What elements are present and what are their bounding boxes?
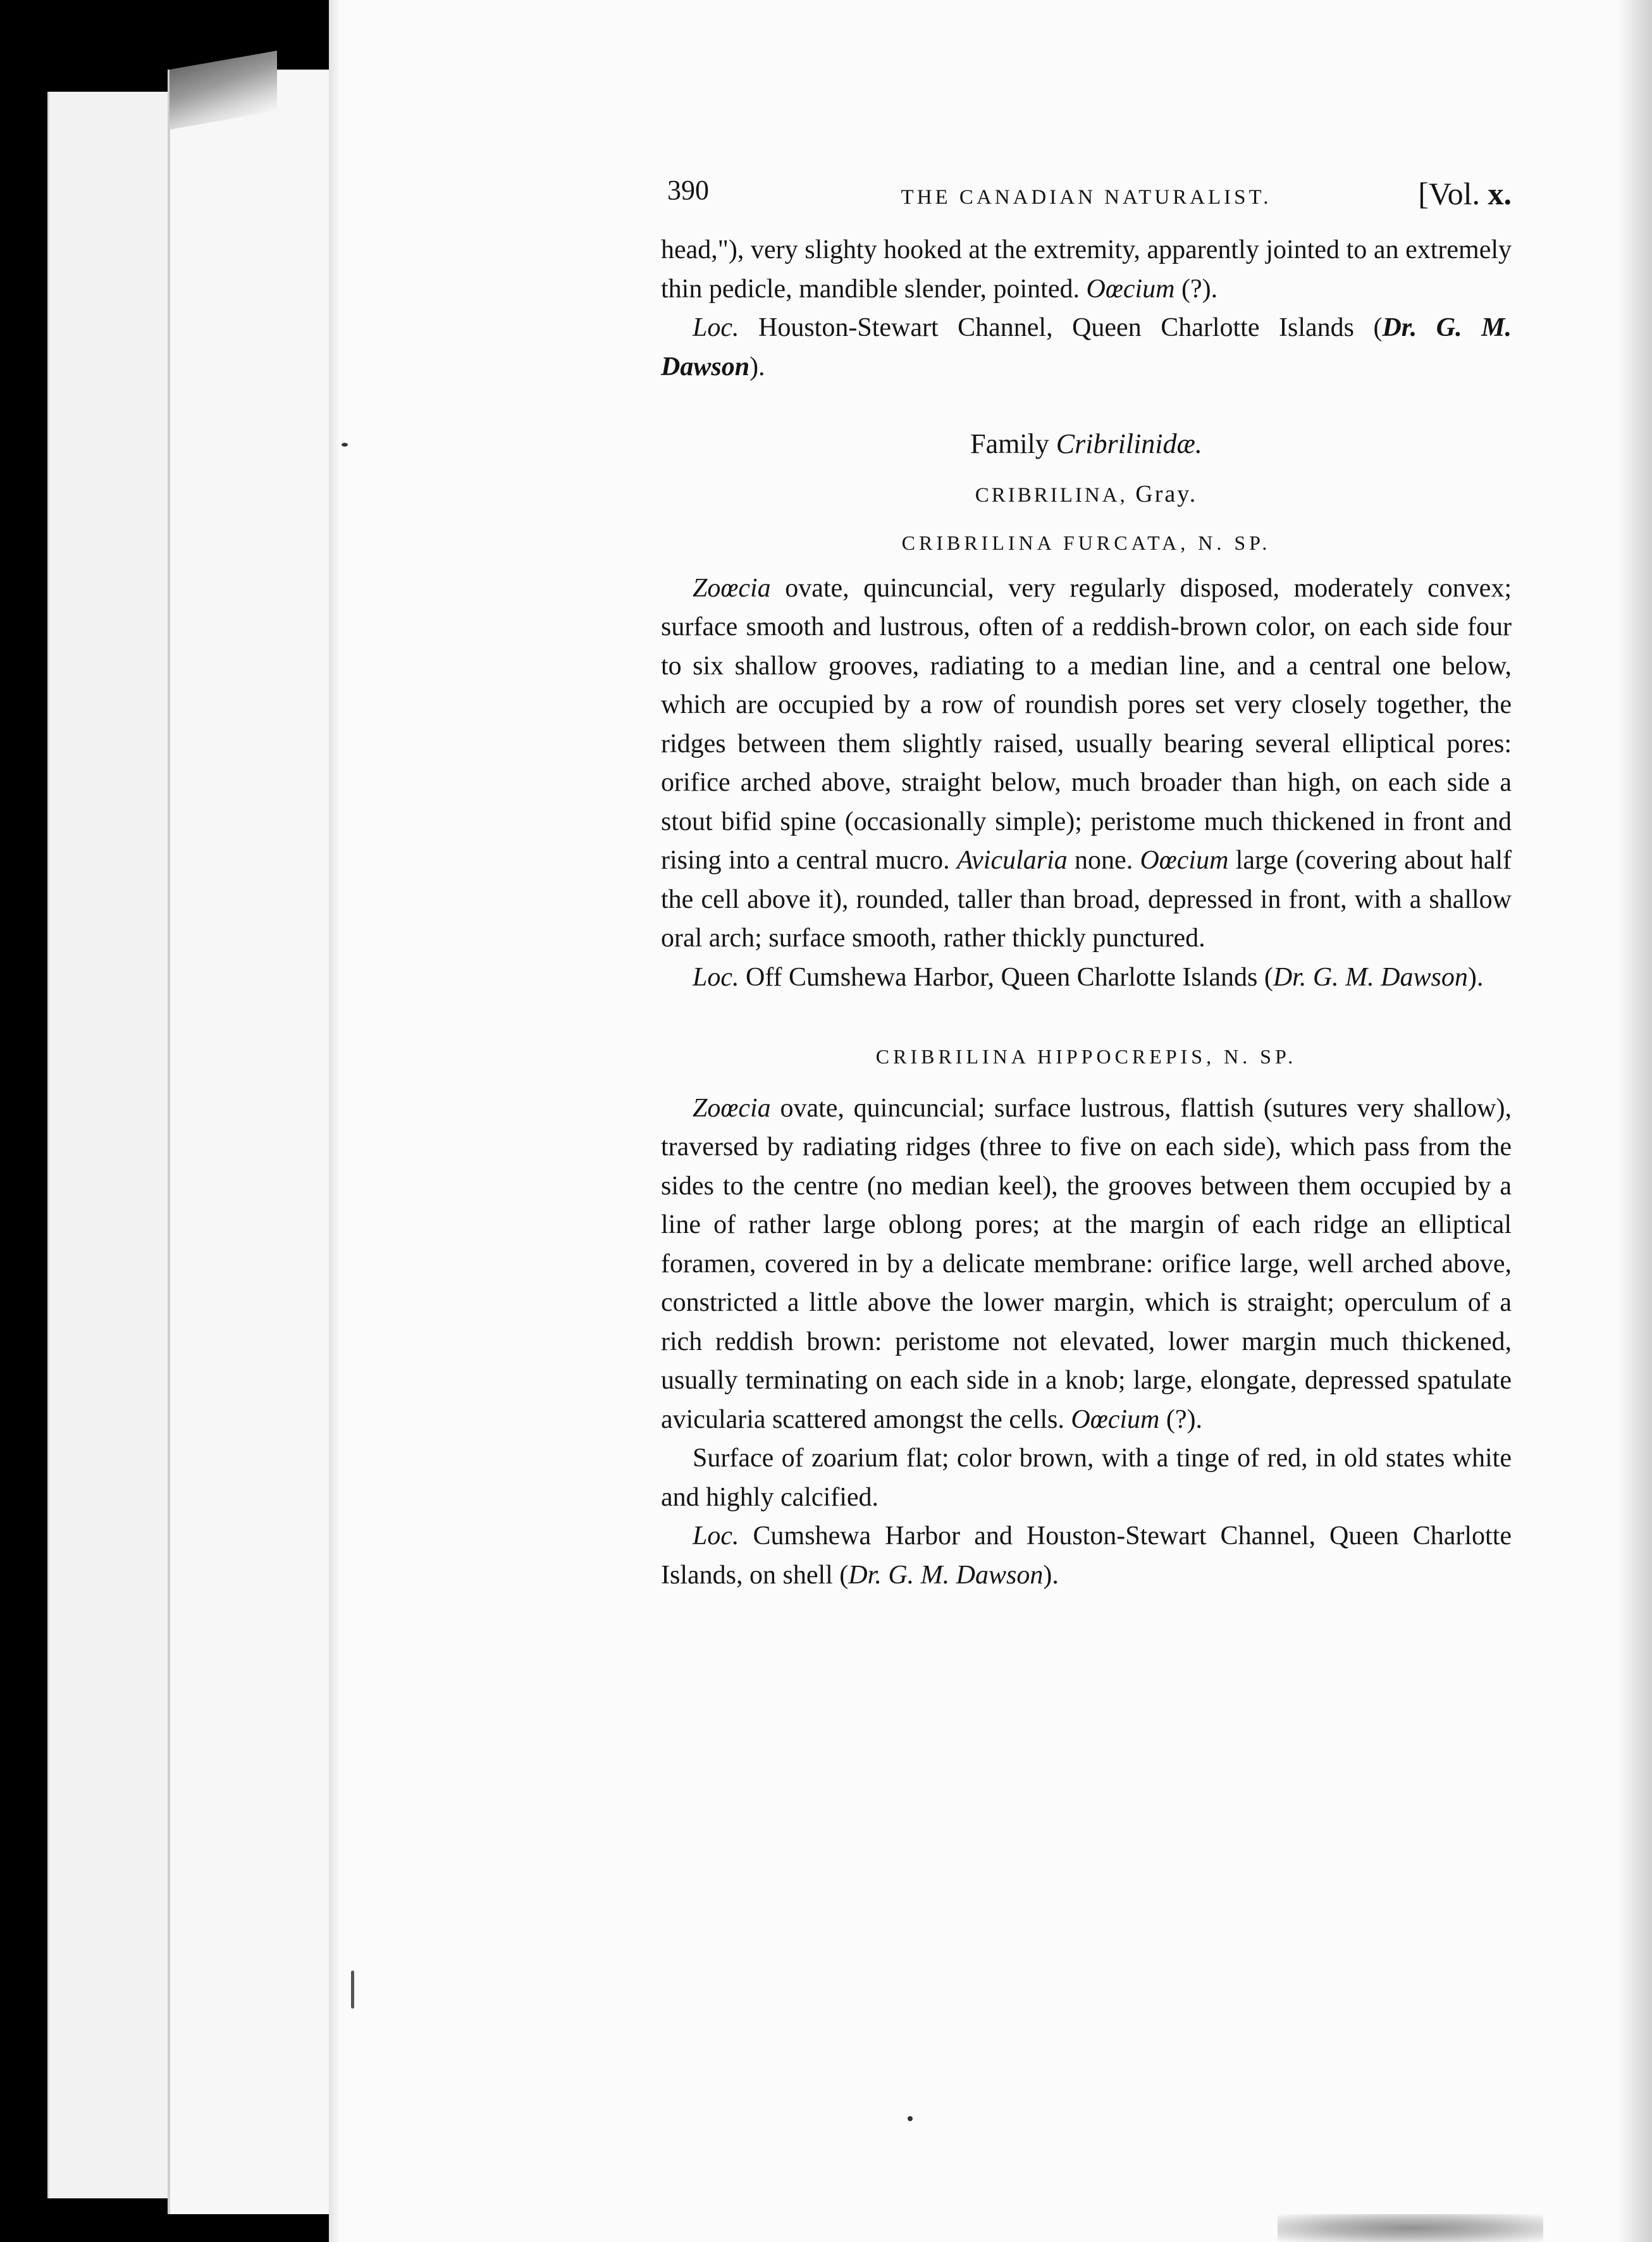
- family-name: Cribrilinidæ.: [1056, 428, 1202, 459]
- avicularia-label: Avicularia: [956, 846, 1068, 875]
- oecium-label: Oœcium: [1086, 274, 1175, 304]
- species-description: [661, 1089, 1512, 1440]
- page-edge-shadow: [1617, 0, 1652, 2242]
- oecium-label: Oœcium: [1071, 1404, 1160, 1434]
- zooecia-label: Zoœcia: [693, 1093, 771, 1123]
- family-prefix: Family: [970, 428, 1049, 459]
- running-head: [661, 171, 1512, 231]
- genus-name: CRIBRILINA,: [975, 483, 1128, 507]
- page-number: 390: [667, 175, 709, 206]
- genus-author: Gray.: [1135, 480, 1198, 507]
- zooecia-label: Zoœcia: [693, 573, 771, 603]
- loc-end: ).: [749, 352, 765, 381]
- description-text: ovate, quincuncial, very regularly disposed, moderately convex; surface smooth and lustrous, often of a reddish-brown color, on each side four to six shallow grooves, radiating to a median line, and a central one below, which are occupied by a row of roundish pores set very closely together, the ridges between them slightly raised, usually bearing several elliptical pores: orifice arched above, straight below, much broader than high, on each side a stout bifid spine (occasionally simple); peristome much thickened in front and rising into a central mucro.: [661, 573, 1512, 875]
- description-text: large (covering about half the cell above it), rounded, taller than broad, depressed in front, with a shallow oral arch; surface smooth, rather thickly punctured.: [661, 846, 1512, 953]
- loc-text: Houston-Stewart Channel, Queen Charlotte Islands (: [758, 313, 1383, 342]
- locality-paragraph: [661, 1517, 1512, 1595]
- species-heading: CRIBRILINA FURCATA, N. SP.: [901, 531, 1271, 554]
- oecium-label: Oœcium: [1140, 846, 1229, 875]
- journal-title: THE CANADIAN NATURALIST.: [901, 186, 1272, 209]
- loc-label: Loc.: [693, 313, 739, 342]
- locality-paragraph: [661, 309, 1512, 387]
- loc-label: Loc.: [693, 962, 739, 992]
- loc-end: ).: [1043, 1560, 1059, 1590]
- family-heading: [661, 424, 1512, 464]
- loc-label: Loc.: [693, 1521, 739, 1551]
- page-fold-shadow: [329, 0, 340, 2242]
- genus-heading: [661, 475, 1512, 516]
- continuation-paragraph: [661, 231, 1512, 309]
- oecium-value: (?).: [1166, 1404, 1203, 1434]
- volume-prefix: [Vol.: [1418, 176, 1480, 211]
- loc-collector: Dr. G. M. Dawson: [1273, 962, 1468, 992]
- ink-speck: [342, 443, 348, 447]
- oecium-value: (?).: [1181, 274, 1218, 304]
- volume-number: x.: [1488, 176, 1512, 211]
- loc-collector: Dr. G. M. Dawson: [661, 313, 1512, 381]
- loc-end: ).: [1467, 962, 1484, 992]
- loc-text: Cumshewa Harbor and Houston-Stewart Channel, Queen Charlotte Islands, on shell (: [661, 1521, 1512, 1590]
- continuation-text: head,"), very slighty hooked at the extremity, apparently jointed to an extremely thin pedicle, mandible slender, pointed.: [661, 235, 1512, 304]
- loc-collector: Dr. G. M. Dawson: [848, 1560, 1044, 1590]
- ink-speck: [908, 2116, 913, 2121]
- ink-mark: [351, 1971, 354, 2009]
- species-heading: CRIBRILINA HIPPOCREPIS, N. SP.: [875, 1045, 1297, 1068]
- locality-paragraph: [661, 958, 1512, 998]
- zoarium-paragraph: Surface of zoarium flat; color brown, with a tinge of red, in old states white and highly calcified.: [661, 1444, 1512, 1512]
- ink-blot: [1278, 2214, 1543, 2242]
- loc-text: Off Cumshewa Harbor, Queen Charlotte Islands (: [746, 962, 1273, 992]
- description-text: ovate, quincuncial; surface lustrous, flattish (sutures very shallow), traversed by radiating ridges (three to five on each side), which pass from the sides to the centre (no median keel), the grooves between them occupied by a line of rather large oblong pores; at the margin of each ridge an elliptical foramen, covered in by a delicate membrane: orifice large, well arched above, constricted a little above the lower margin, which is straight; operculum of a rich reddish brown: peristome not elevated, lower margin much thickened, usually terminating on each side in a knob; large, elongate, depressed spatulate avicularia scattered amongst the cells.: [661, 1093, 1512, 1434]
- species-description: [661, 569, 1512, 958]
- volume-label: [1418, 175, 1512, 214]
- text-column: [661, 171, 1512, 1595]
- avicularia-value: none.: [1075, 846, 1133, 875]
